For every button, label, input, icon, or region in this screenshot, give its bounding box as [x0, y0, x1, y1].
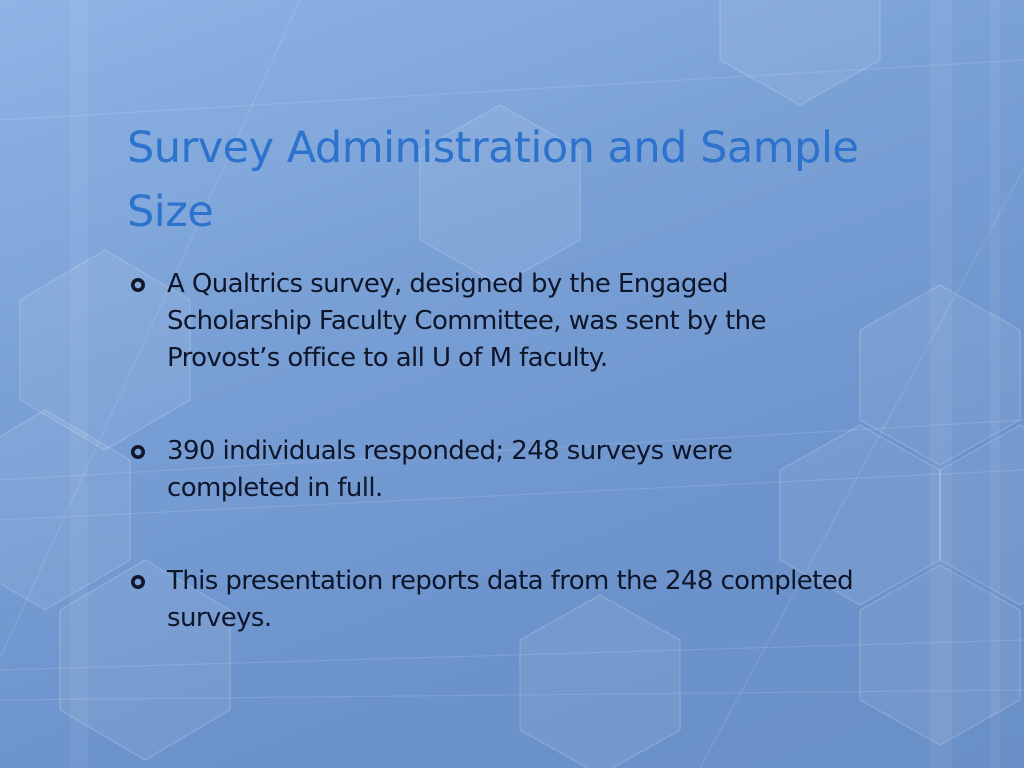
bullet-text: This presentation reports data from the 248 completed surveys.	[167, 566, 854, 633]
slide-title: Survey Administration and Sample Size	[127, 123, 859, 237]
bullet-text: A Qualtrics survey, designed by the Engaged Scholarship Faculty Committee, was sent by the Provost’s office to all U of M faculty.	[167, 269, 766, 373]
bullet-item	[130, 433, 870, 507]
bullet-text: 390 individuals responded; 248 surveys were completed in full.	[167, 436, 733, 503]
bullet-list	[130, 266, 870, 637]
bullet-item	[130, 266, 870, 377]
circle-bullet-icon	[130, 277, 146, 293]
bullet-item	[130, 563, 870, 637]
circle-bullet-icon	[130, 444, 146, 460]
circle-bullet-icon	[130, 574, 146, 590]
